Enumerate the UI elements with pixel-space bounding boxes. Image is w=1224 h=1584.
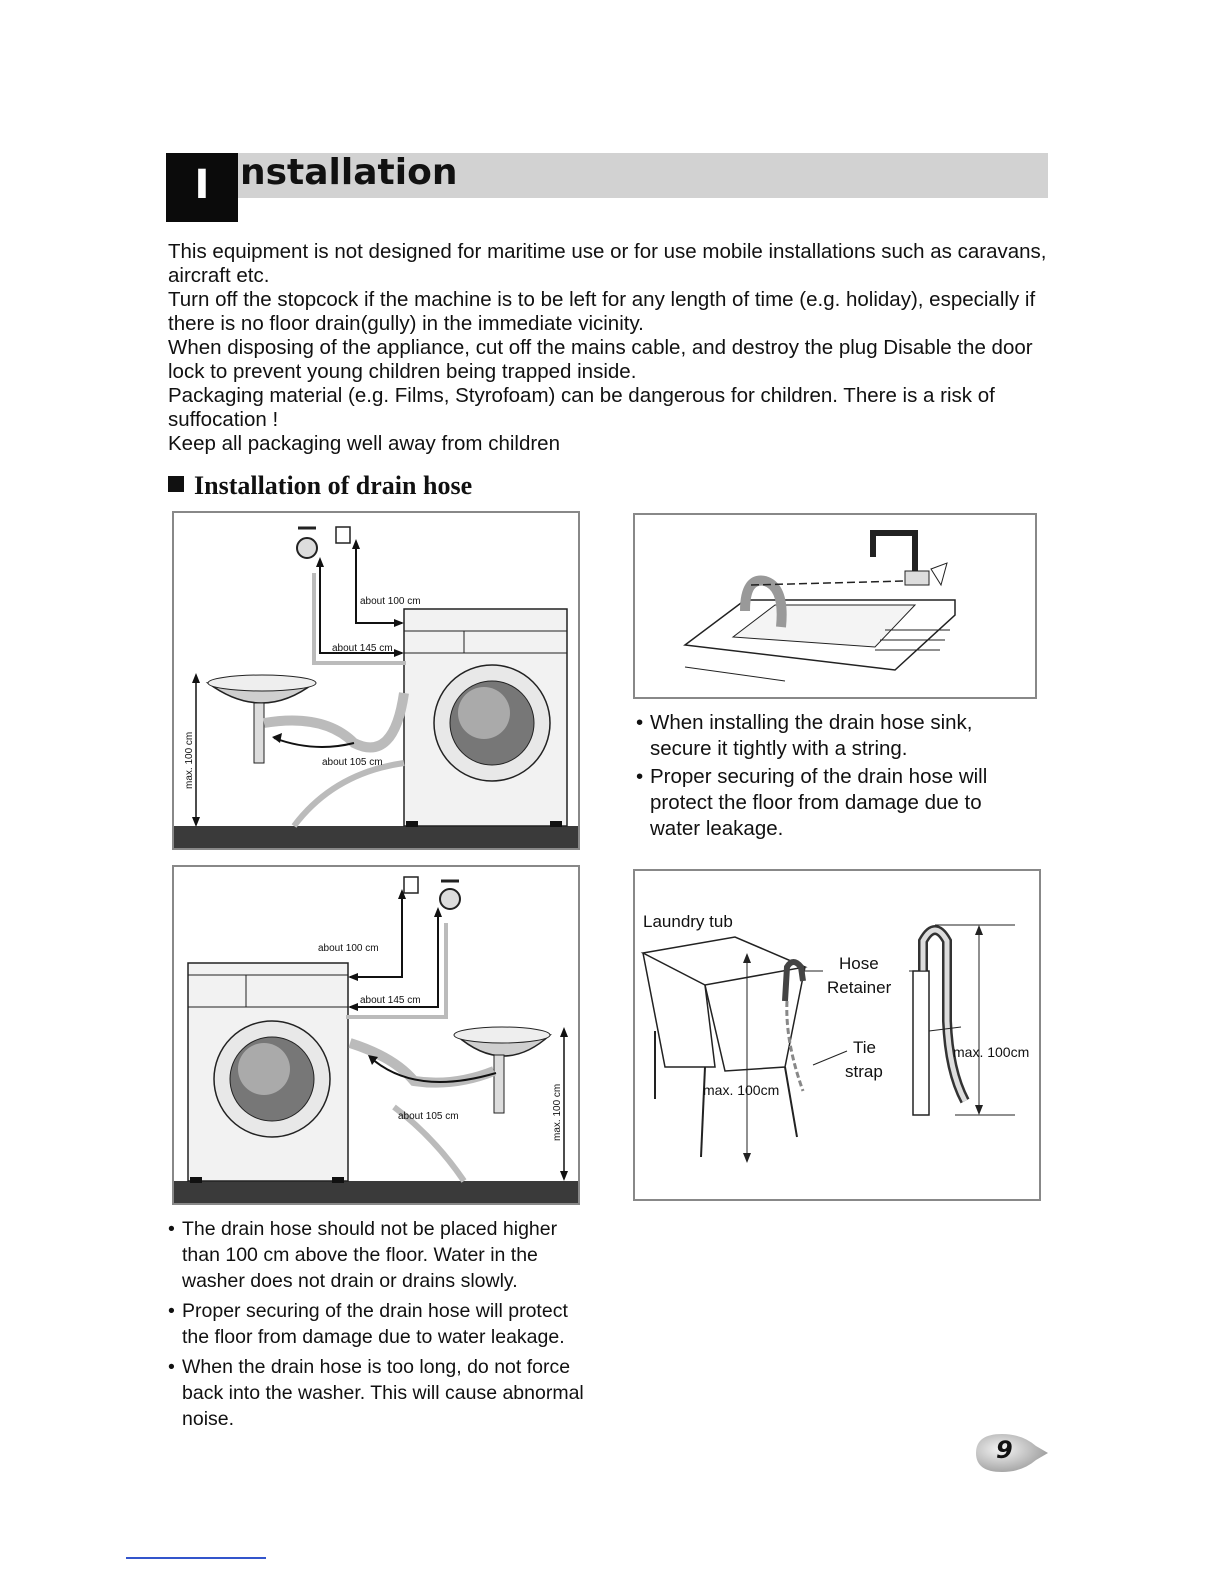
retainer-label: Retainer [827,978,892,997]
dimension-label: about 105 cm [398,1111,459,1122]
list-item: • Proper securing of the drain hose will protect the floor from damage due to water leakage. [636,764,1036,842]
title-initial: I [166,153,238,222]
intro-line: This equipment is not designed for maritime use or for use mobile installations such as caravans, aircraft etc. [168,240,1047,287]
tub-label: Laundry tub [643,912,733,931]
drain-illustration-2 [174,867,578,1203]
footer-rule [126,1557,266,1559]
sink-illustration [635,515,1035,697]
list-item: • When installing the drain hose sink, secure it tightly with a string. [636,710,1036,762]
figure-laundry-tub [633,869,1041,1201]
square-bullet-icon [168,476,184,492]
list-item: • When the drain hose is too long, do not force back into the washer. This will cause abnormal noise. [168,1354,588,1432]
dimension-label: max. 100 cm [184,731,195,789]
right-bullet-list [636,710,1036,844]
figure-drain-hose-sink-left [172,511,580,850]
dimension-label: max. 100 cm [552,1083,563,1141]
list-item: • The drain hose should not be placed higher than 100 cm above the floor. Water in the washer does not drain or drains slowly. [168,1216,588,1294]
dimension-label: about 145 cm [360,995,421,1006]
hose-label: Hose [839,954,879,973]
dimension-label: about 105 cm [322,757,383,768]
section-title: Installation of drain hose [194,471,473,500]
intro-line: Keep all packaging well away from children [168,432,560,455]
page-number-badge [974,1432,1050,1474]
dimension-label: about 100 cm [318,943,379,954]
list-item: • Proper securing of the drain hose will protect the floor from damage due to water leakage. [168,1298,588,1350]
page-number: 9 [996,1436,1013,1464]
dimension-label: max. 100cm [703,1082,780,1098]
intro-line: Turn off the stopcock if the machine is to be left for any length of time (e.g. holiday), especially if there is no floor drain(gully) in the immediate vicinity. [168,288,1036,335]
left-bullet-list [168,1216,588,1436]
figure-drain-hose-sink-right [172,865,580,1205]
dimension-label: about 100 cm [360,596,421,607]
strap-label: strap [845,1062,883,1081]
section-heading [168,470,472,502]
intro-line: When disposing of the appliance, cut off the mains cable, and destroy the plug Disable the door lock to prevent young children being trapped inside. [168,336,1033,383]
figure-sink-hose [633,513,1037,699]
intro-line: Packaging material (e.g. Films, Styrofoam) can be dangerous for children. There is a risk of suffocation ! [168,384,995,431]
intro-text [168,240,1048,456]
laundry-tub-illustration [635,871,1039,1199]
page-title: nstallation [240,152,458,193]
drain-illustration-1 [174,513,578,848]
dimension-label: about 145 cm [332,643,393,654]
dimension-label: max. 100cm [953,1044,1030,1060]
tie-label: Tie [853,1038,876,1057]
